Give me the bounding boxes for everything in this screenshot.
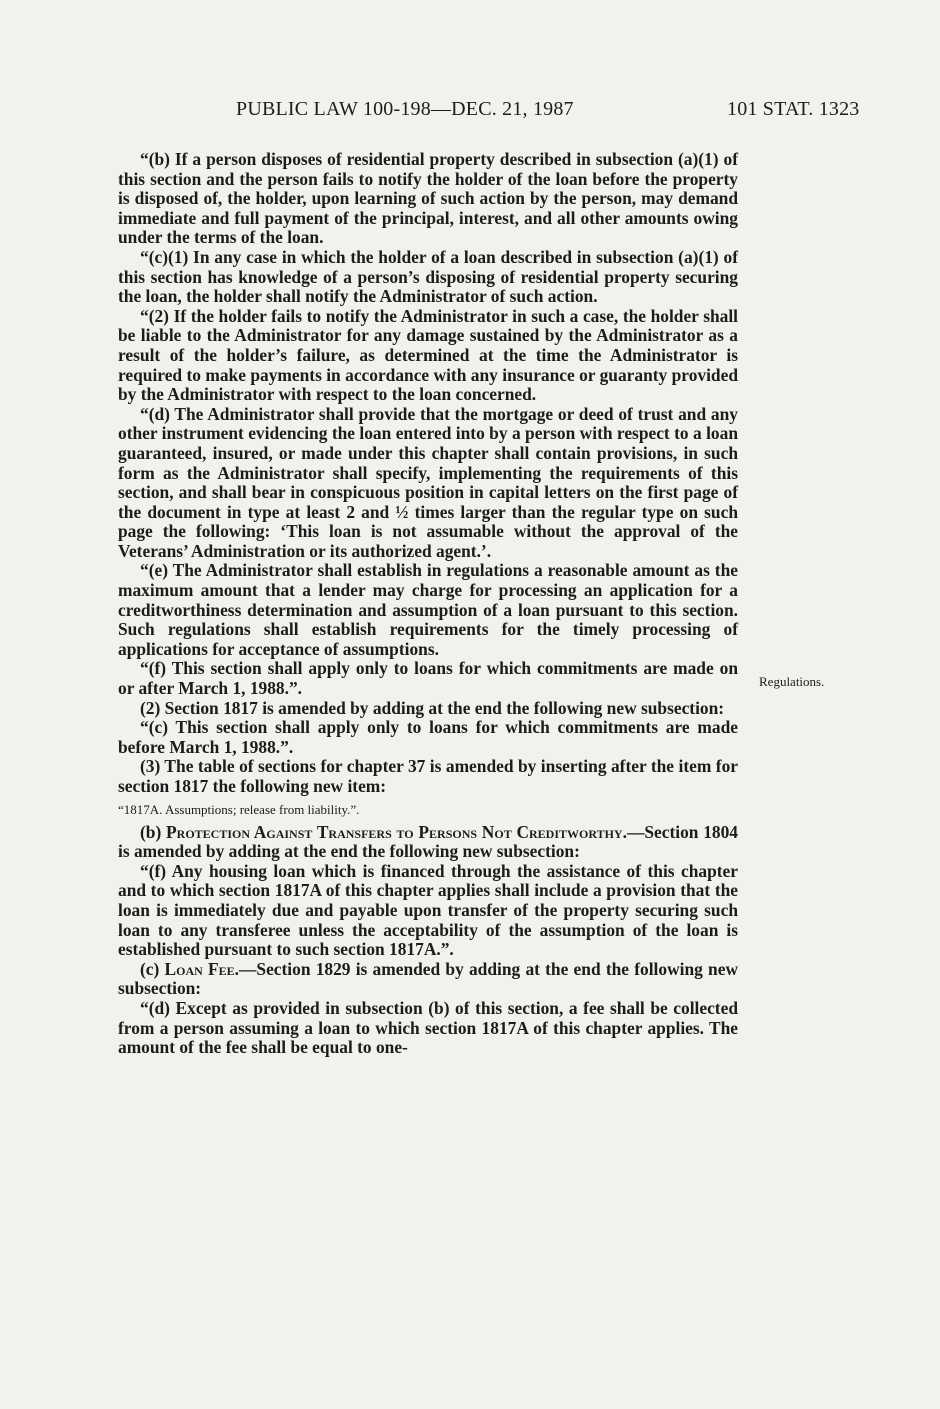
paragraph-c-new: “(c) This section shall apply only to loans for which commitments are made before March 1, 1988.”.: [118, 717, 738, 757]
paragraph-2: (2) Section 1817 is amended by adding at the end the following new subsection:: [140, 697, 725, 718]
margin-note: Regulations.: [759, 674, 825, 689]
paragraph-3: (3) The table of sections for chapter 37 is amended by inserting after the item for section 1817 the following new item:: [118, 756, 738, 796]
section-b-heading: Protection Against Transfers to Persons Not Creditworthy.: [166, 821, 627, 842]
header-law-citation: PUBLIC LAW 100-198—DEC. 21, 1987: [236, 98, 574, 120]
paragraph-f: “(f) This section shall apply only to loans for which commitments are made on or after March 1, 1988.”.: [118, 658, 738, 699]
paragraph-c1: “(c)(1) In any case in which the holder of a loan described in subsection (a)(1) of this section has knowledge of a person’s disposing of residential property securing the loan, the holder shall notify the Administrator of such action.: [118, 246, 738, 307]
page-header: [0, 98, 940, 128]
table-of-sections-item: “1817A. Assumptions; release from liability.”.: [118, 801, 360, 817]
header-stat-page: 101 STAT. 1323: [727, 98, 860, 120]
paragraph-c2: “(2) If the holder fails to notify the Administrator in such a case, the holder shall be liable to the Administrator for any damage sustained by the Administrator as a result of the holder’s failure, as determined at the time the Administrator is required to make payments in accordance with any insurance or guaranty provided by the Administrator with respect to the loan concerned.: [118, 305, 738, 405]
paragraph-e: “(e) The Administrator shall establish in regulations a reasonable amount as the maximum amount that a lender may charge for processing an application for a creditworthiness determination and assumption of a loan pursuant to this section. Such regulations shall establish requirements for the timely processing of applications for acceptance of assumptions.: [118, 560, 738, 659]
paragraph-d: “(d) The Administrator shall provide that the mortgage or deed of trust and any other instrument evidencing the loan entered into by a person with respect to a loan guaranteed, insured, or made under this chapter shall contain provisions, in such form as the Administrator shall specify, implementing the requirements of this section, and shall bear in conspicuous position in capital letters on the first page of the document in type at least 2 and ½ times larger than the regular type on such page the following: ‘This loan is not assumable without the approval of the Veterans’ Administration or its authorized agent.’.: [118, 403, 738, 561]
paragraph-b: “(b) If a person disposes of residential property described in subsection (a)(1) of this section and the person fails to notify the holder of the loan before the property is disposed of, the holder, upon learning of such action by the person, may demand immediate and full payment of the principal, interest, and all other amounts owing under the terms of the loan.: [118, 149, 738, 248]
section-c-text: —Section 1829 is amended by adding at the end the following new subsection:: [118, 958, 739, 999]
section-c-label: (c): [140, 958, 160, 979]
paragraph-f-housing: “(f) Any housing loan which is financed through the assistance of this chapter and to which section 1817A of this chapter applies shall include a provision that the loan is immediately due and payable upon transfer of the property securing such loan to any transferee unless the acceptability of the assumption of the loan is established pursuant to such section 1817A.”.: [118, 860, 738, 960]
section-c: [118, 960, 738, 999]
section-b-label: (b): [140, 821, 162, 842]
section-c-heading: Loan Fee.: [164, 958, 240, 979]
section-b-text: —Section 1804 is amended by adding at the end the following new subsection:: [118, 821, 738, 862]
paragraph-d-fee: “(d) Except as provided in subsection (b) of this section, a fee shall be collected from a person assuming a loan to which section 1817A of this chapter applies. The amount of the fee shall be equal to one-: [118, 997, 738, 1058]
document-body: [118, 150, 738, 1058]
section-b: [118, 823, 738, 862]
